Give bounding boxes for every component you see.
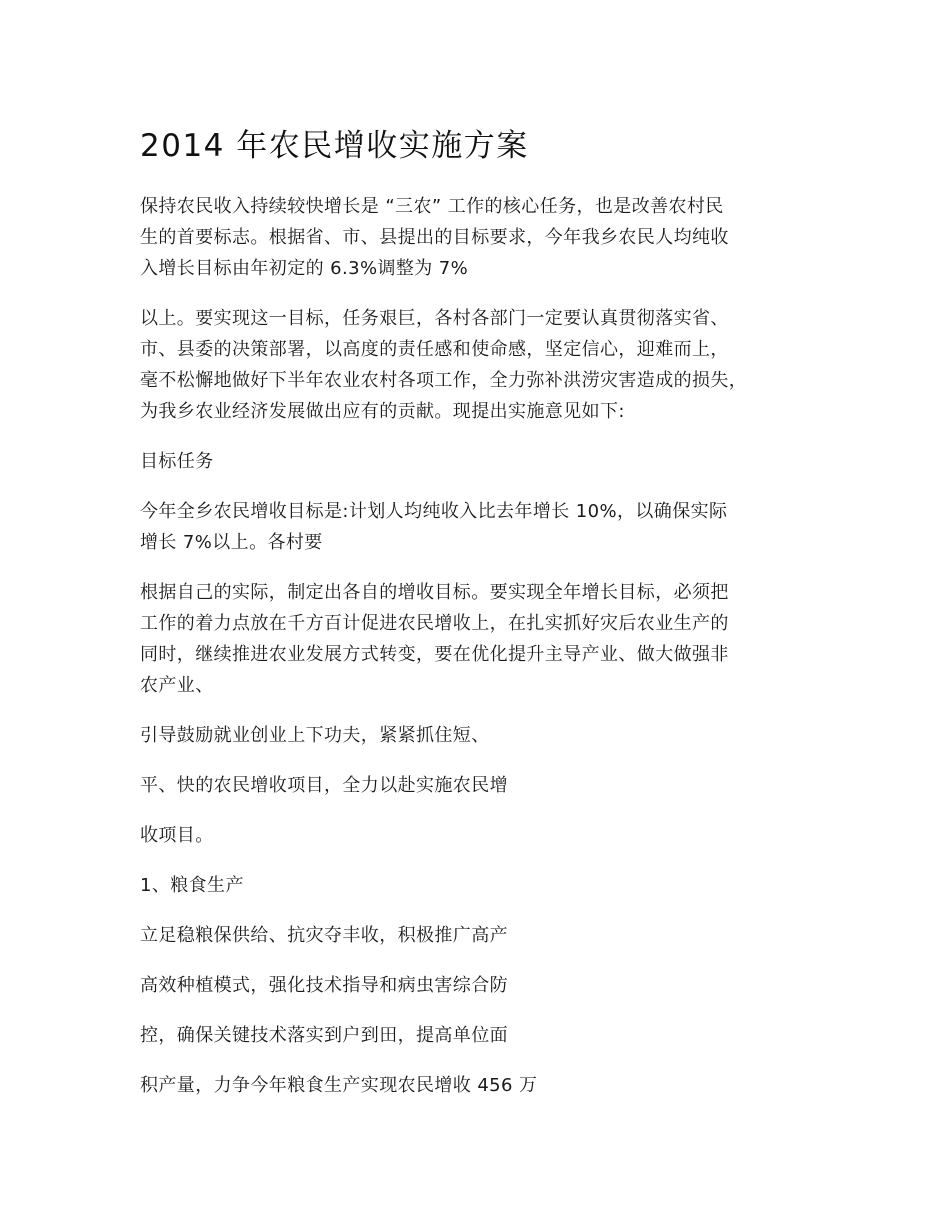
paragraph (140, 720, 830, 751)
document-title: 2014 年农民增收实施方案 (140, 128, 529, 164)
paragraph (140, 1020, 830, 1051)
paragraph (140, 970, 830, 1001)
text-line: 目标任务 (140, 451, 214, 472)
paragraph (140, 920, 830, 951)
text-line: 增长 7%以上。各村要 (140, 532, 323, 553)
text-line: 积产量，力争今年粮食生产实现农民增收 456 万 (140, 1075, 538, 1096)
paragraph (140, 191, 830, 284)
text-line: 收项目。 (140, 825, 214, 846)
text-line: 市、县委的决策部署，以高度的责任感和使命感，坚定信心，迎难而上， (140, 339, 729, 360)
section-heading (140, 446, 830, 477)
text-line: 生的首要标志。根据省、市、县提出的目标要求，今年我乡农民人均纯收 (140, 227, 729, 248)
paragraph (140, 770, 830, 801)
text-line: 以上。要实现这一目标，任务艰巨，各村各部门一定要认真贯彻落实省、 (140, 308, 729, 329)
section-heading (140, 870, 830, 901)
text-line: 高效种植模式，强化技术指导和病虫害综合防 (140, 975, 508, 996)
text-line: 1、粮食生产 (140, 875, 244, 896)
text-line: 入增长目标由年初定的 6.3%调整为 7% (140, 258, 469, 279)
text-line: 为我乡农业经济发展做出应有的贡献。现提出实施意见如下: (140, 401, 625, 422)
text-line: 农产业、 (140, 675, 214, 696)
paragraph (140, 577, 830, 701)
text-line: 保持农民收入持续较快增长是 “三农” 工作的核心任务，也是改善农村民 (140, 196, 724, 217)
paragraph (140, 820, 830, 851)
text-line: 引导鼓励就业创业上下功夫，紧紧抓住短、 (140, 725, 490, 746)
text-line: 同时，继续推进农业发展方式转变，要在优化提升主导产业、做大做强非 (140, 644, 729, 665)
paragraph (140, 496, 830, 558)
document-body (140, 126, 830, 1120)
text-line: 根据自己的实际，制定出各自的增收目标。要实现全年增长目标，必须把 (140, 582, 729, 603)
text-line: 立足稳粮保供给、抗灾夺丰收，积极推广高产 (140, 925, 508, 946)
paragraph (140, 1070, 830, 1101)
text-line: 毫不松懈地做好下半年农业农村各项工作，全力弥补洪涝灾害造成的损失， (140, 370, 748, 391)
text-line: 控，确保关键技术落实到户到田，提高单位面 (140, 1025, 508, 1046)
text-line: 工作的着力点放在千方百计促进农民增收上，在扎实抓好灾后农业生产的 (140, 613, 729, 634)
paragraph (140, 303, 830, 427)
text-line: 今年全乡农民增收目标是:计划人均纯收入比去年增长 10%，以确保实际 (140, 501, 728, 522)
text-line: 平、快的农民增收项目，全力以赴实施农民增 (140, 775, 508, 796)
